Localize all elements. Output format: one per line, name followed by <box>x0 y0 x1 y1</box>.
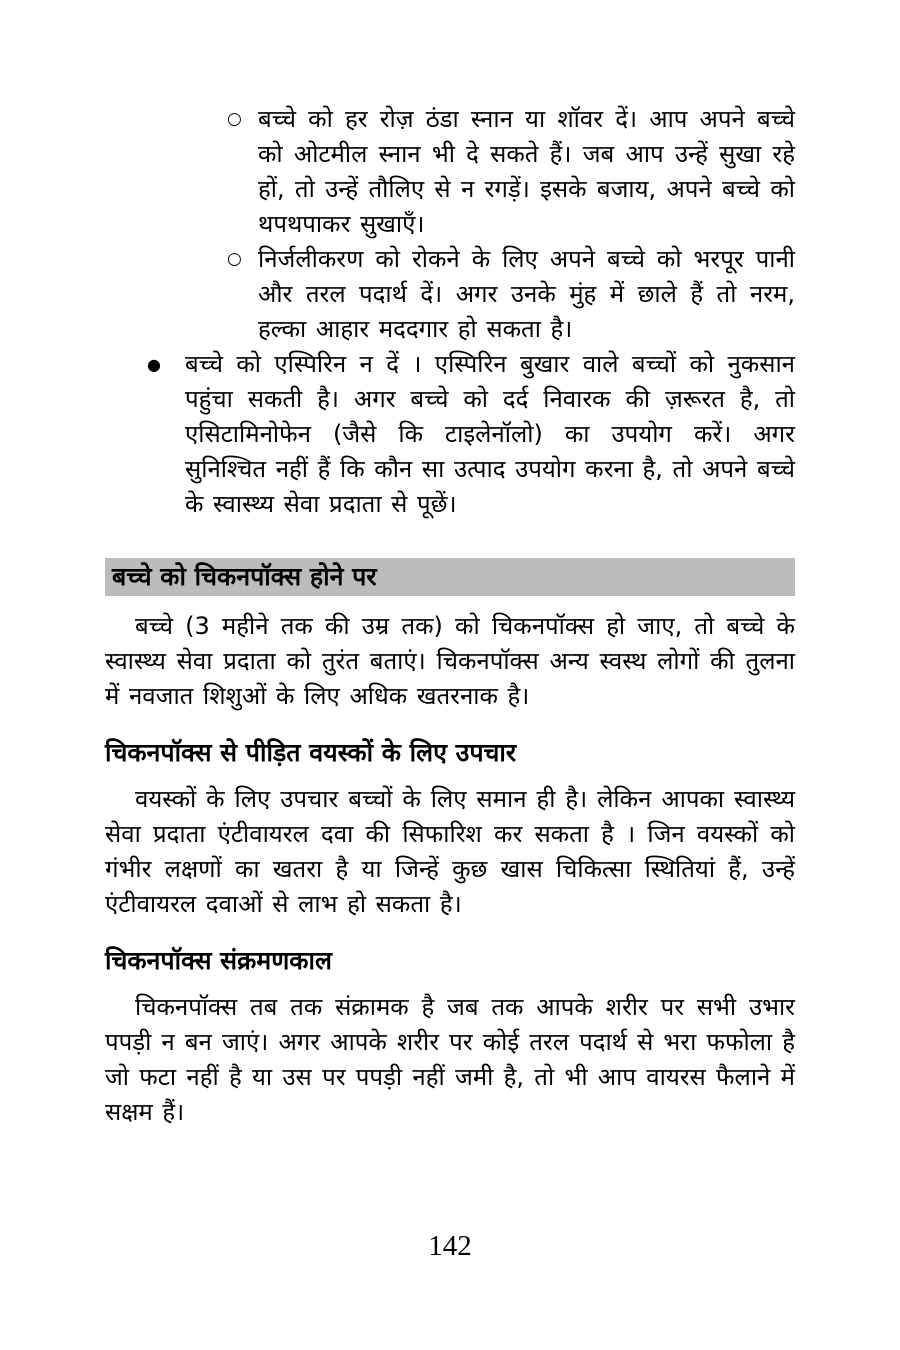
section-adult-treatment <box>105 737 795 922</box>
disc-bullet-icon: ● <box>147 355 161 374</box>
list-item <box>105 102 795 242</box>
page-content <box>105 102 795 1130</box>
section-paragraph: वयस्कों के लिए उपचार बच्चों के लिए समान ही है। लेकिन आपका स्वास्थ्य सेवा प्रदाता एंटीवायरल दवा की सिफारिश कर सकता है । जिन वयस्कों को गंभीर लक्षणों का खतरा है या जिन्हें कुछ खास चिकित्सा स्थितियां हैं, उन्हें एंटीवायरल दवाओं से लाभ हो सकता है। <box>105 785 795 918</box>
list-item-text: बच्चे को एस्पिरिन न दें । एस्पिरिन बुखार वाले बच्चों को नुकसान पहुंचा सकती है। अगर बच्चे को दर्द निवारक की ज़रूरत है, तो एसिटामिनोफेन (जैसे कि टाइलेनॉलो) का उपयोग करें। अगर सुनिश्चित नहीं हैं कि कौन सा उत्पाद उपयोग करना है, तो अपने बच्चे के स्वास्थ्य सेवा प्रदाता से पूछें। <box>185 350 795 518</box>
section-heading: चिकनपॉक्स से पीड़ित वयस्कों के लिए उपचार <box>105 738 517 767</box>
circle-bullet-icon: ○ <box>227 109 242 129</box>
list-item <box>105 347 795 522</box>
section-paragraph: बच्चे (3 महीने तक की उम्र तक) को चिकनपॉक्स हो जाए, तो बच्चे के स्वास्थ्य सेवा प्रदाता को तुरंत बताएं। चिकनपॉक्स अन्य स्वस्थ लोगों की तुलना में नवजात शिशुओं के लिए अधिक खतरनाक है। <box>105 612 795 710</box>
section-contagious-period <box>105 945 795 1130</box>
circle-bullet-icon: ○ <box>227 249 242 269</box>
section-child-chickenpox <box>105 558 795 714</box>
section-paragraph: चिकनपॉक्स तब तक संक्रामक है जब तक आपके शरीर पर सभी उभार पपड़ी न बन जाएं। अगर आपके शरीर पर कोई तरल पदार्थ से भरा फफोला है जो फटा नहीं है या उस पर पपड़ी नहीं जमी है, तो भी आप वायरस फैलाने में सक्षम हैं। <box>105 993 795 1126</box>
list-item <box>105 242 795 347</box>
page-number: 142 <box>428 1230 472 1262</box>
section-heading-bar: बच्चे को चिकनपॉक्स होने पर <box>105 558 795 596</box>
list-item-text: निर्जलीकरण को रोकने के लिए अपने बच्चे को भरपूर पानी और तरल पदार्थ दें। अगर उनके मुंह में छाले हैं तो नरम, हल्का आहार मददगार हो सकता है। <box>258 245 795 343</box>
list-item-text: बच्चे को हर रोज़ ठंडा स्नान या शॉवर दें। आप अपने बच्चे को ओटमील स्नान भी दे सकते हैं। जब आप उन्हें सुखा रहे हों, तो उन्हें तौलिए से न रगड़ें। इसके बजाय, अपने बच्चे को थपथपाकर सुखाएँ। <box>258 105 795 238</box>
section-heading: चिकनपॉक्स संक्रमणकाल <box>105 946 332 975</box>
bullet-list <box>105 102 795 522</box>
